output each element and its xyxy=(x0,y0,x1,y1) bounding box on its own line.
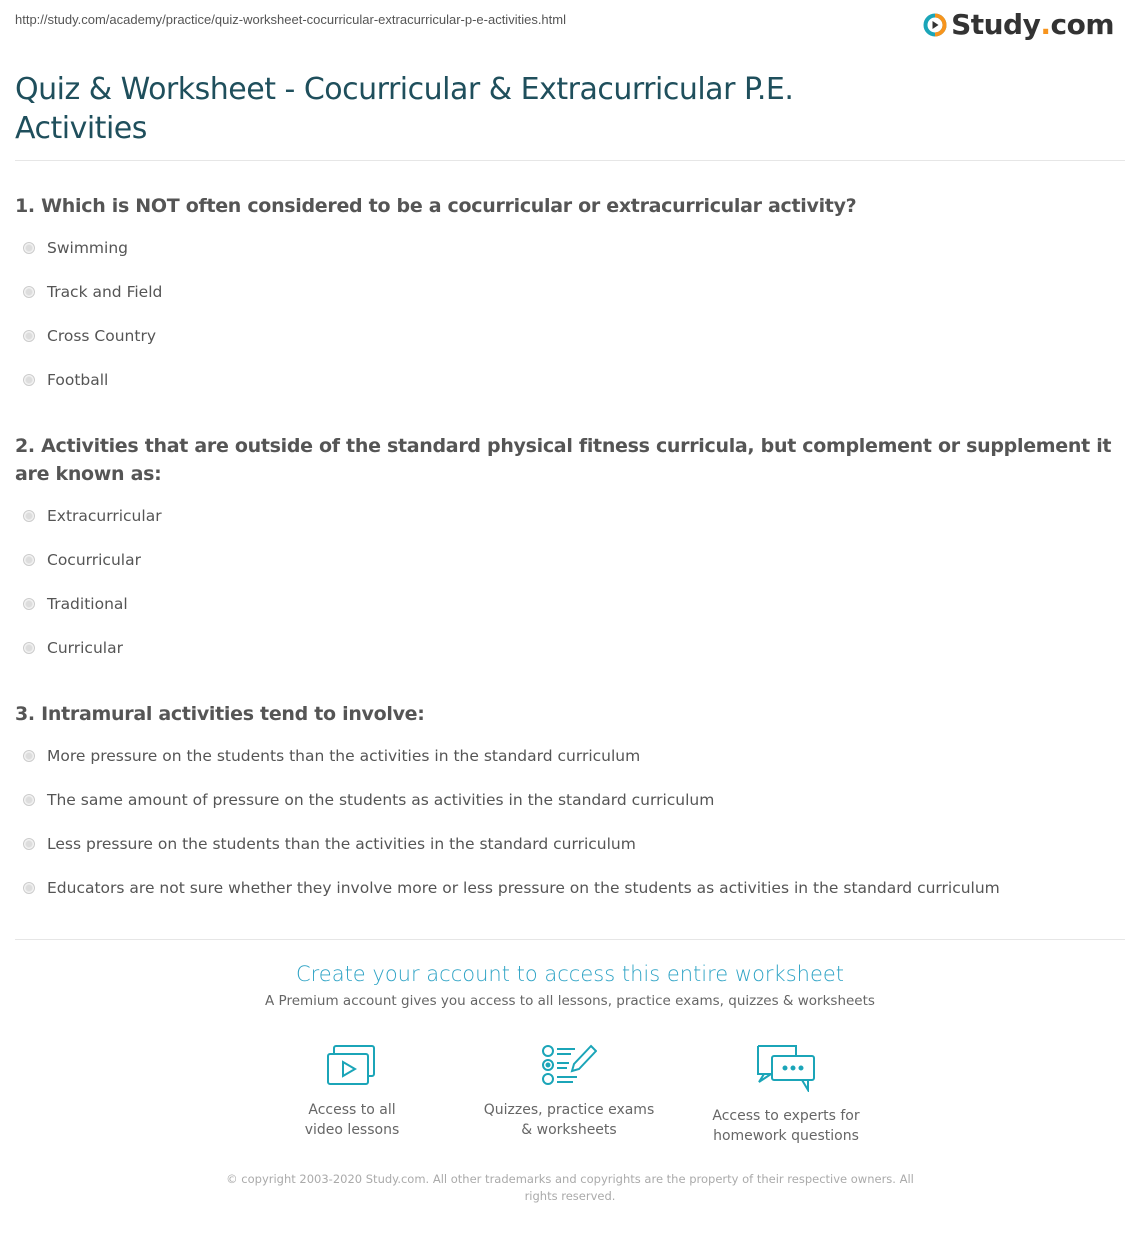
logo-name: Study xyxy=(951,8,1041,41)
answer-option[interactable] xyxy=(23,371,108,389)
quiz-checklist-icon xyxy=(541,1044,597,1086)
answer-option[interactable] xyxy=(23,835,636,853)
create-account-link[interactable]: Create your account to access this entire worksheet xyxy=(295,962,845,986)
answer-option[interactable] xyxy=(23,507,162,525)
answer-option[interactable] xyxy=(23,283,162,301)
radio-button[interactable] xyxy=(23,242,35,254)
feature-label: homework questions xyxy=(713,1128,859,1144)
radio-button[interactable] xyxy=(23,882,35,894)
option-label: Cocurricular xyxy=(47,551,141,569)
radio-button[interactable] xyxy=(23,330,35,342)
chat-bubbles-icon xyxy=(754,1044,818,1092)
radio-button[interactable] xyxy=(23,286,35,298)
answer-option[interactable] xyxy=(23,239,128,257)
answer-option[interactable] xyxy=(23,639,123,657)
play-logo-icon xyxy=(923,13,947,37)
option-label: Curricular xyxy=(47,639,123,657)
question-3: 3. Intramural activities tend to involve: xyxy=(15,703,425,725)
feature-label: video lessons xyxy=(304,1122,400,1138)
feature-video-lessons xyxy=(262,1044,442,1140)
video-lessons-icon xyxy=(326,1044,378,1086)
feature-experts xyxy=(696,1044,876,1146)
divider xyxy=(15,160,1125,161)
option-label: Swimming xyxy=(47,239,128,257)
logo-dot: . xyxy=(1040,8,1051,41)
answer-option[interactable] xyxy=(23,595,128,613)
answer-option[interactable] xyxy=(23,327,156,345)
feature-label: & worksheets xyxy=(521,1122,617,1138)
radio-button[interactable] xyxy=(23,374,35,386)
option-label: The same amount of pressure on the students as activities in the standard curriculum xyxy=(47,791,715,809)
option-label: Track and Field xyxy=(47,283,163,301)
logo-tld: com xyxy=(1050,8,1114,41)
radio-button[interactable] xyxy=(23,554,35,566)
feature-label: Access to experts for xyxy=(712,1108,860,1124)
feature-quizzes xyxy=(479,1044,659,1140)
answer-option[interactable] xyxy=(23,747,640,765)
radio-button[interactable] xyxy=(23,642,35,654)
question-1: 1. Which is NOT often considered to be a cocurricular or extracurricular activity? xyxy=(15,195,857,217)
copyright-footer: © copyright 2003-2020 Study.com. All other trademarks and copyrights are the property of their respective owners. All rights reserved. xyxy=(226,1172,914,1203)
study-logo[interactable] xyxy=(923,8,1114,41)
answer-option[interactable] xyxy=(23,879,1000,897)
feature-label: Access to all xyxy=(308,1102,396,1118)
radio-button[interactable] xyxy=(23,750,35,762)
page-url: http://study.com/academy/practice/quiz-worksheet-cocurricular-extracurricular-p-e-activities.html xyxy=(15,12,566,27)
radio-button[interactable] xyxy=(23,510,35,522)
option-label: Extracurricular xyxy=(47,507,162,525)
option-label: Educators are not sure whether they involve more or less pressure on the students as activities in the standard curriculum xyxy=(47,879,1000,897)
option-label: More pressure on the students than the activities in the standard curriculum xyxy=(47,747,641,765)
option-label: Football xyxy=(47,371,109,389)
question-2: 2. Activities that are outside of the standard physical fitness curricula, but complement or supplement it are known as: xyxy=(15,435,1112,485)
feature-label: Quizzes, practice exams xyxy=(483,1102,655,1118)
page-title: Quiz & Worksheet - Cocurricular & Extracurricular P.E. Activities xyxy=(15,72,794,146)
radio-button[interactable] xyxy=(23,838,35,850)
option-label: Cross Country xyxy=(47,327,156,345)
cta-subtitle: A Premium account gives you access to all lessons, practice exams, quizzes & worksheets xyxy=(265,993,875,1009)
option-label: Less pressure on the students than the activities in the standard curriculum xyxy=(47,835,636,853)
answer-option[interactable] xyxy=(23,551,141,569)
radio-button[interactable] xyxy=(23,598,35,610)
divider xyxy=(15,939,1125,940)
option-label: Traditional xyxy=(47,595,128,613)
radio-button[interactable] xyxy=(23,794,35,806)
answer-option[interactable] xyxy=(23,791,714,809)
